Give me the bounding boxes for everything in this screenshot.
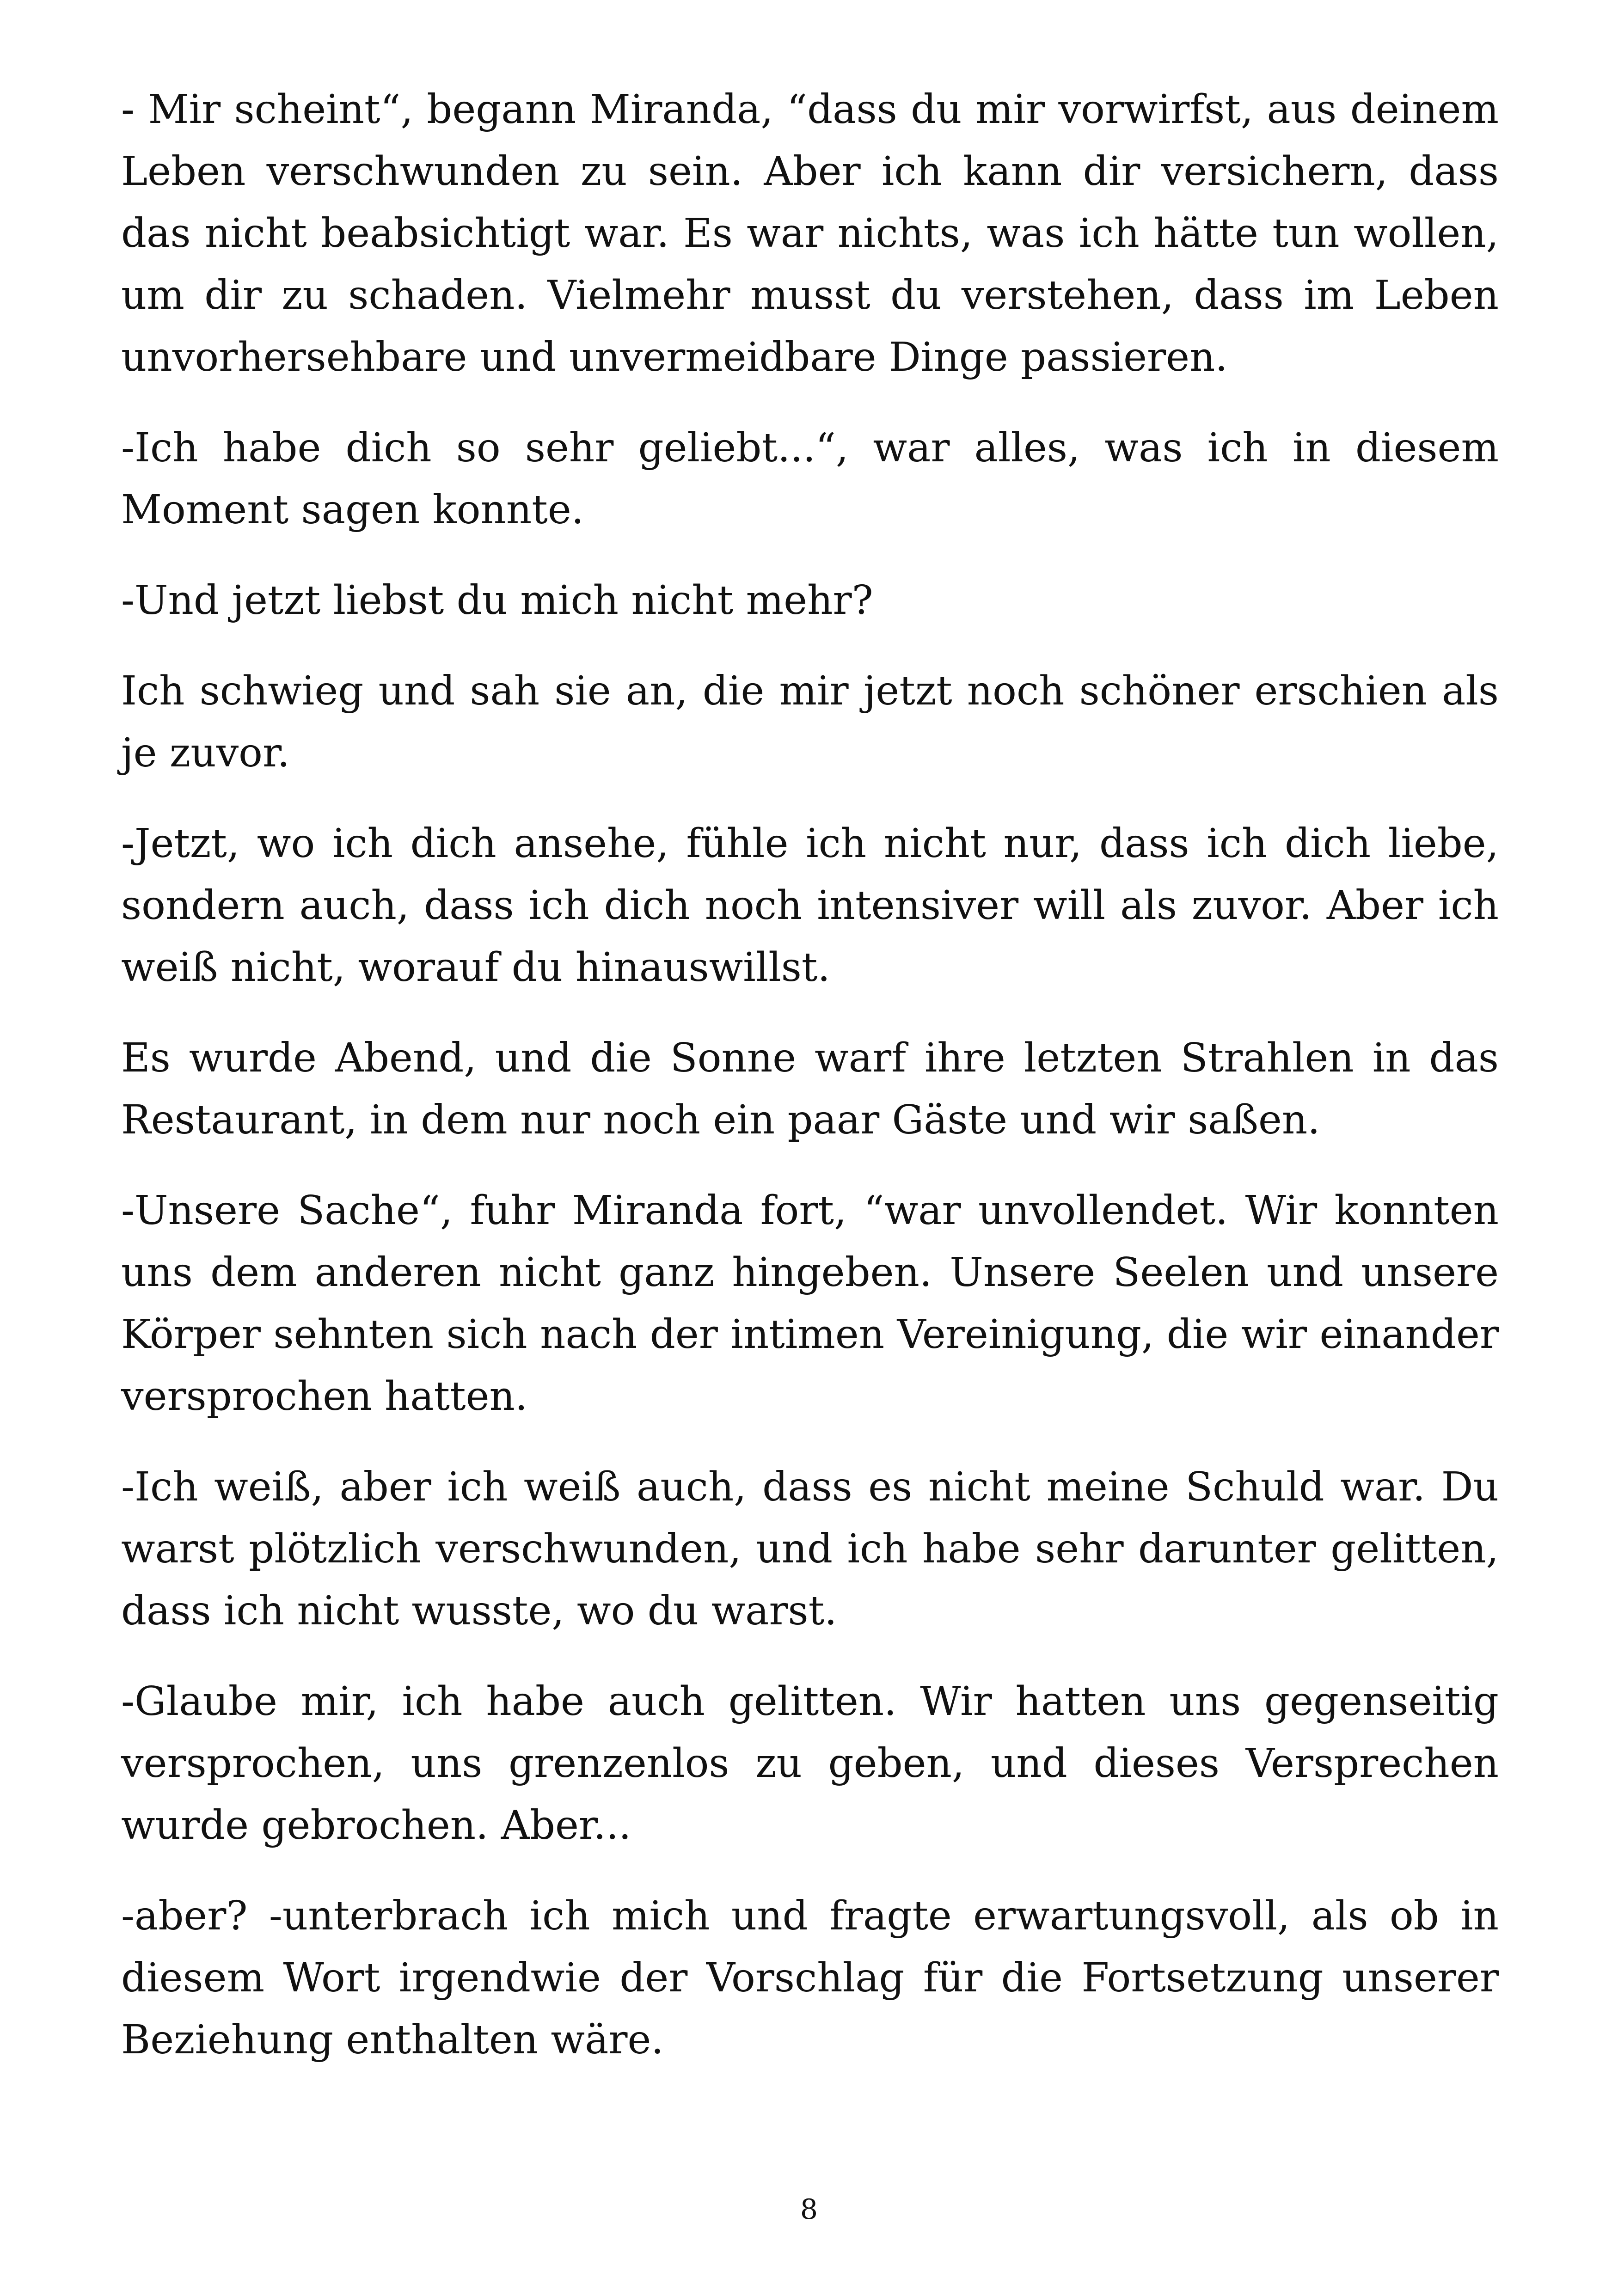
paragraph: Ich schwieg und sah sie an, die mir jetzt noch schöner erschien als je zuvor. bbox=[121, 668, 1499, 776]
paragraph: -aber? -unterbrach ich mich und fragte erwartungsvoll, als ob in diesem Wort irgendwie der Vorschlag für die Fortsetzung unserer Beziehung enthalten wäre. bbox=[121, 1893, 1499, 2063]
paragraph: -Unsere Sache“, fuhr Miranda fort, “war unvollendet. Wir konnten uns dem anderen nicht ganz hingeben. Unsere Seelen und unsere Körper sehnten sich nach der intimen Vereinigung, die wir einander versprochen hatten. bbox=[121, 1188, 1499, 1420]
paragraph: Es wurde Abend, und die Sonne warf ihre letzten Strahlen in das Restaurant, in dem nur noch ein paar Gäste und wir saßen. bbox=[121, 1035, 1499, 1143]
paragraph: -Glaube mir, ich habe auch gelitten. Wir hatten uns gegenseitig versprochen, uns grenzenlos zu geben, und dieses Versprechen wurde gebrochen. Aber... bbox=[121, 1678, 1499, 1849]
paragraph: -Ich weiß, aber ich weiß auch, dass es nicht meine Schuld war. Du warst plötzlich verschwunden, und ich habe sehr darunter gelitten, dass ich nicht wusste, wo du warst. bbox=[121, 1464, 1499, 1634]
paragraph: -Und jetzt liebst du mich nicht mehr? bbox=[121, 577, 873, 624]
page-number: 8 bbox=[800, 2193, 818, 2226]
paragraph: -Ich habe dich so sehr geliebt...“, war alles, was ich in diesem Moment sagen konnte. bbox=[121, 425, 1499, 533]
paragraph: - Mir scheint“, begann Miranda, “dass du mir vorwirfst, aus deinem Leben verschwunden zu sein. Aber ich kann dir versichern, dass das nicht beabsichtigt war. Es war nichts, was ich hätte tun wollen, um dir zu schaden. Vielmehr musst du verstehen, dass im Leben unvorhersehbare und unvermeidbare Dinge passieren. bbox=[121, 86, 1499, 380]
paragraph: -Jetzt, wo ich dich ansehe, fühle ich nicht nur, dass ich dich liebe, sondern auch, dass ich dich noch intensiver will als zuvor. Aber ich weiß nicht, worauf du hinauswillst. bbox=[121, 820, 1499, 991]
body-text bbox=[121, 79, 1499, 2100]
